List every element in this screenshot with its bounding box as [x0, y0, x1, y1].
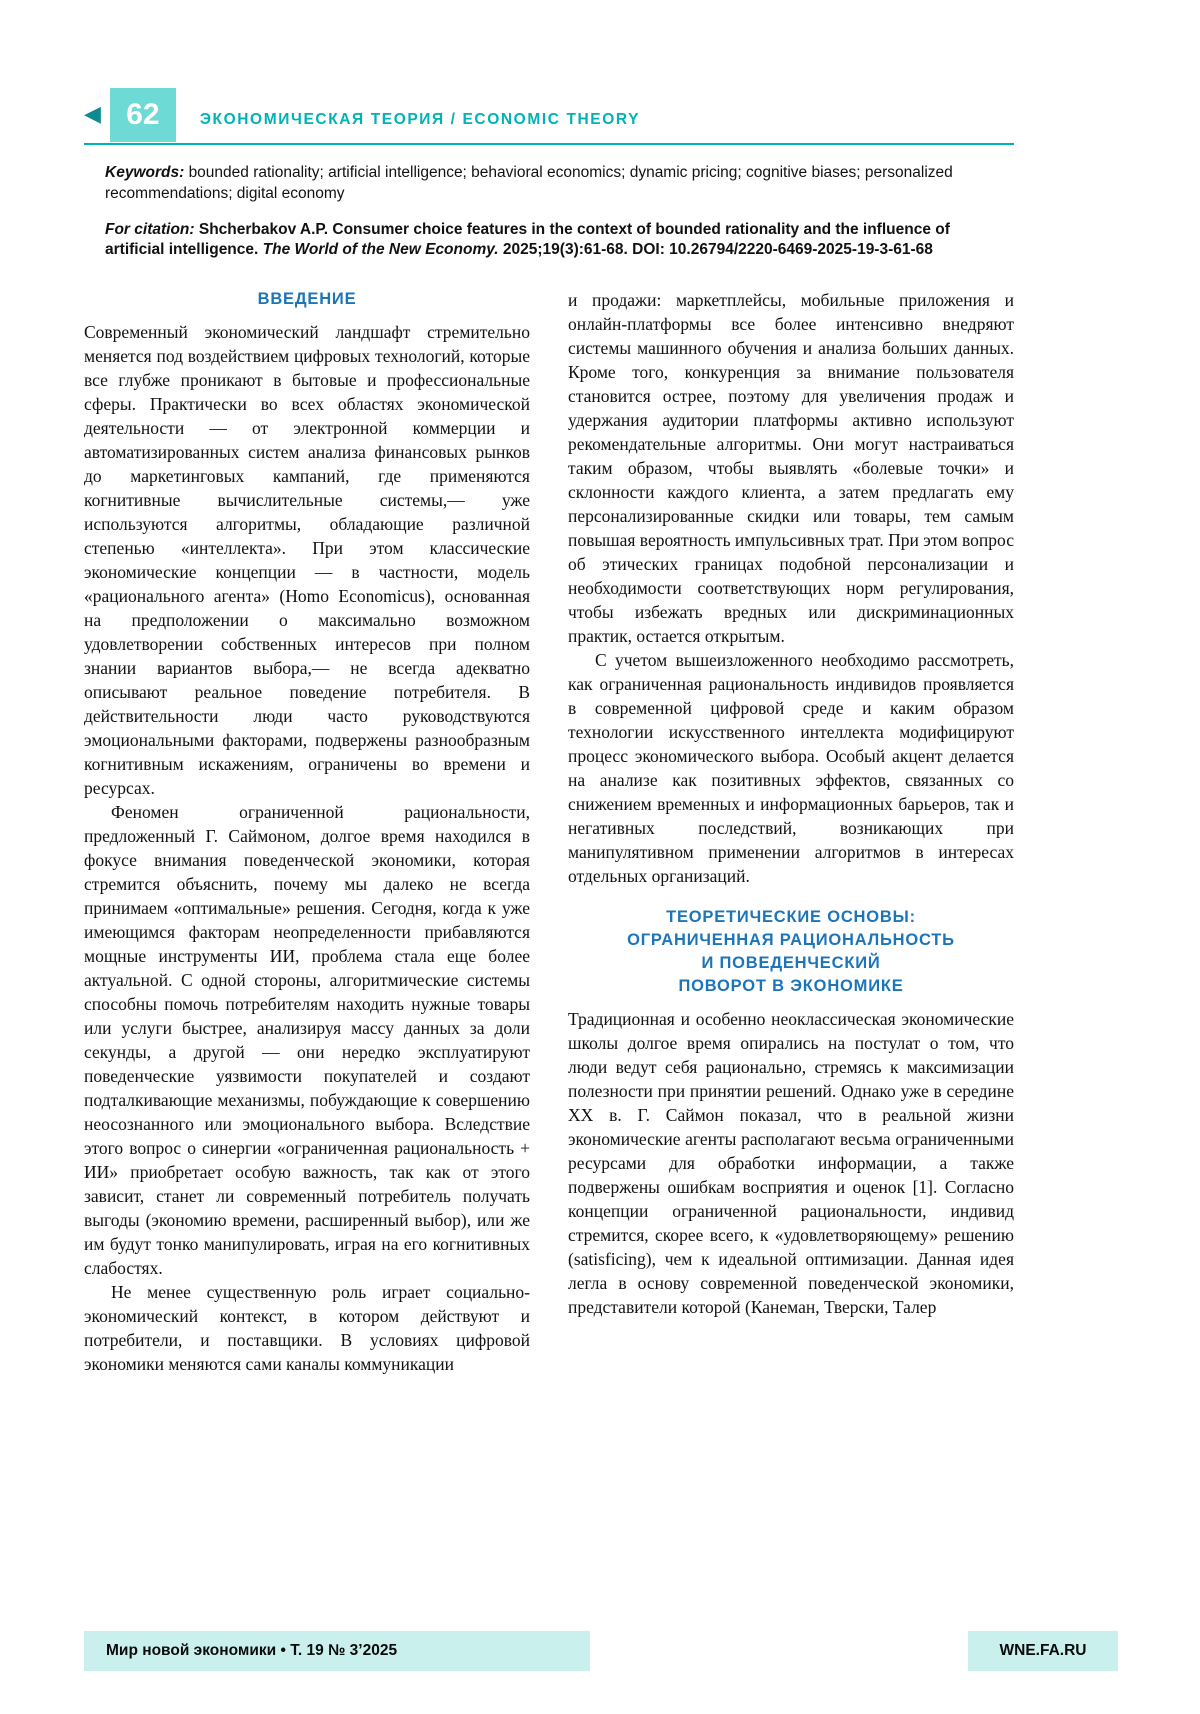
- footer-spacer: [590, 1631, 968, 1671]
- citation-journal-title: The World of the New Economy.: [262, 241, 499, 259]
- article-meta: [105, 163, 1013, 261]
- article-body: [84, 288, 1015, 1376]
- citation-line: [105, 220, 1013, 262]
- citation-tail: 2025;19(3):61-68. DOI: 10.26794/2220-6469-2025-19-3-61-68: [498, 241, 933, 259]
- theory-heading: ТЕОРЕТИЧЕСКИЕ ОСНОВЫ: ОГРАНИЧЕННАЯ РАЦИОНАЛЬНОСТЬ И ПОВЕДЕНЧЕСКИЙ ПОВОРОТ В ЭКОНОМИКЕ: [627, 908, 955, 996]
- footer-journal-info: Мир новой экономики • Т. 19 № 3’2025: [84, 1631, 590, 1671]
- page-footer: [84, 1631, 1118, 1671]
- back-arrow-icon: ◀: [84, 102, 101, 127]
- page-number: 62: [126, 98, 160, 131]
- footer-site-url: WNE.FA.RU: [968, 1631, 1118, 1671]
- intro-heading: ВВЕДЕНИЕ: [257, 290, 357, 308]
- keywords-label: Keywords:: [105, 164, 189, 181]
- paragraph: Традиционная и особенно неоклассическая экономические школы долгое время опирались на постулат о том, что люди ведут себя рационально, стремясь к максимизации полезности при принятии решений. Однако уже в середине XX в. Г. Саймон показал, что в реальной жизни экономические агенты располагают весьма ограниченными ресурсами для обработки информации, а также подвержены ошибкам восприятия и оценок [1]. Согласно концепции ограниченной рациональности, индивид стремится, скорее всего, к «удовлетворяющему» решению (satisficing), чем к идеальной оптимизации. Данная идея легла в основу современной поведенческой экономики, представители которой (Канеман, Тверски, Талер: [568, 1009, 1014, 1318]
- keywords-text: bounded rationality; artificial intelligence; behavioral economics; dynamic pricing; cognitive biases; personalized recommendations; digital economy: [105, 164, 953, 202]
- header-rule: [84, 143, 1014, 145]
- page-header: [84, 88, 1014, 145]
- keywords-line: [105, 163, 1013, 205]
- citation-text: Shcherbakov A.P. Consumer choice features in the context of bounded rationality and the influence of artificial intelligence.: [105, 220, 950, 259]
- running-title: ЭКОНОМИЧЕСКАЯ ТЕОРИЯ / ECONOMIC THEORY: [199, 111, 641, 128]
- paragraph: и продажи: маркетплейсы, мобильные приложения и онлайн-платформы все более интенсивно внедряют системы машинного обучения и анализа больших данных. Кроме того, конкуренция за внимание пользователя становится острее, поэтому для увеличения продаж и удержания аудитории платформы активно используют рекомендательные алгоритмы. Они могут настраиваться таким образом, чтобы выявлять «болевые точки» и склонности каждого клиента, а затем предлагать ему персонализированные скидки или товары, тем самым повышая вероятность импульсивных трат. При этом вопрос об этических границах подобной персонализации и необходимости соответствующих норм регулирования, чтобы избежать вредных или дискриминационных практик, остается открытым.: [568, 290, 1014, 646]
- right-column: [568, 288, 1014, 1376]
- paragraph: Феномен ограниченной рациональности, предложенный Г. Саймоном, долгое время находился в фокусе внимания поведенческой экономики, которая стремится объяснить, почему мы далеко не всегда принимаем «оптимальные» решения. Сегодня, когда к уже имеющимся факторам неопределенности прибавляются мощные инструменты ИИ, проблема стала еще более актуальной. С одной стороны, алгоритмические системы способны помочь потребителям находить нужные товары или услуги быстрее, анализируя массу данных за доли секунды, а другой — они нередко эксплуатируют поведенческие уязвимости покупателей и создают подталкивающие механизмы, побуждающие к совершению неосознанного или эмоционального выбора. Вследствие этого вопрос о синергии «ограниченная рациональность + ИИ» приобретает особую важность, так как от этого зависит, станет ли современный потребитель получать выгоды (экономию времени, расширенный выбор), или же им будут тонко манипулировать, играя на его когнитивных слабостях.: [84, 802, 530, 1279]
- paragraph: Современный экономический ландшафт стремительно меняется под воздействием цифровых технологий, которые все глубже проникают в бытовые и профессиональные сферы. Практически во всех областях экономической деятельности — от электронной коммерции и автоматизированных систем анализа финансовых рынков до маркетинговых кампаний, где применяются когнитивные вычислительные системы,— уже используются алгоритмы, обладающие различной степенью «интеллекта». При этом классические экономические концепции — в частности, модель «рационального агента» (Homo Economicus), основанная на предположении о максимально возможном удовлетворении собственных интересов при полном знании вариантов выбора,— не всегда адекватно описывают реальное поведение потребителя. В действительности люди часто руководствуются эмоциональными факторами, подвержены разнообразным когнитивным искажениям, ограничены во времени и ресурсах.: [84, 322, 530, 799]
- header-row: [84, 88, 1014, 142]
- paragraph: С учетом вышеизложенного необходимо рассмотреть, как ограниченная рациональность индивидов проявляется в современной цифровой среде и каким образом технологии искусственного интеллекта модифицируют процесс экономического выбора. Особый акцент делается на анализе как позитивных эффектов, связанных со снижением временных и информационных барьеров, так и негативных последствий, возникающих при манипулятивном применении алгоритмов в интересах отдельных организаций.: [568, 650, 1014, 886]
- paragraph: Не менее существенную роль играет социально-экономический контекст, в котором действуют и потребители, и поставщики. В условиях цифровой экономики меняются сами каналы коммуникации: [84, 1282, 530, 1375]
- citation-label: For citation:: [105, 220, 199, 238]
- page-number-box: [110, 88, 176, 142]
- left-column: [84, 288, 530, 1376]
